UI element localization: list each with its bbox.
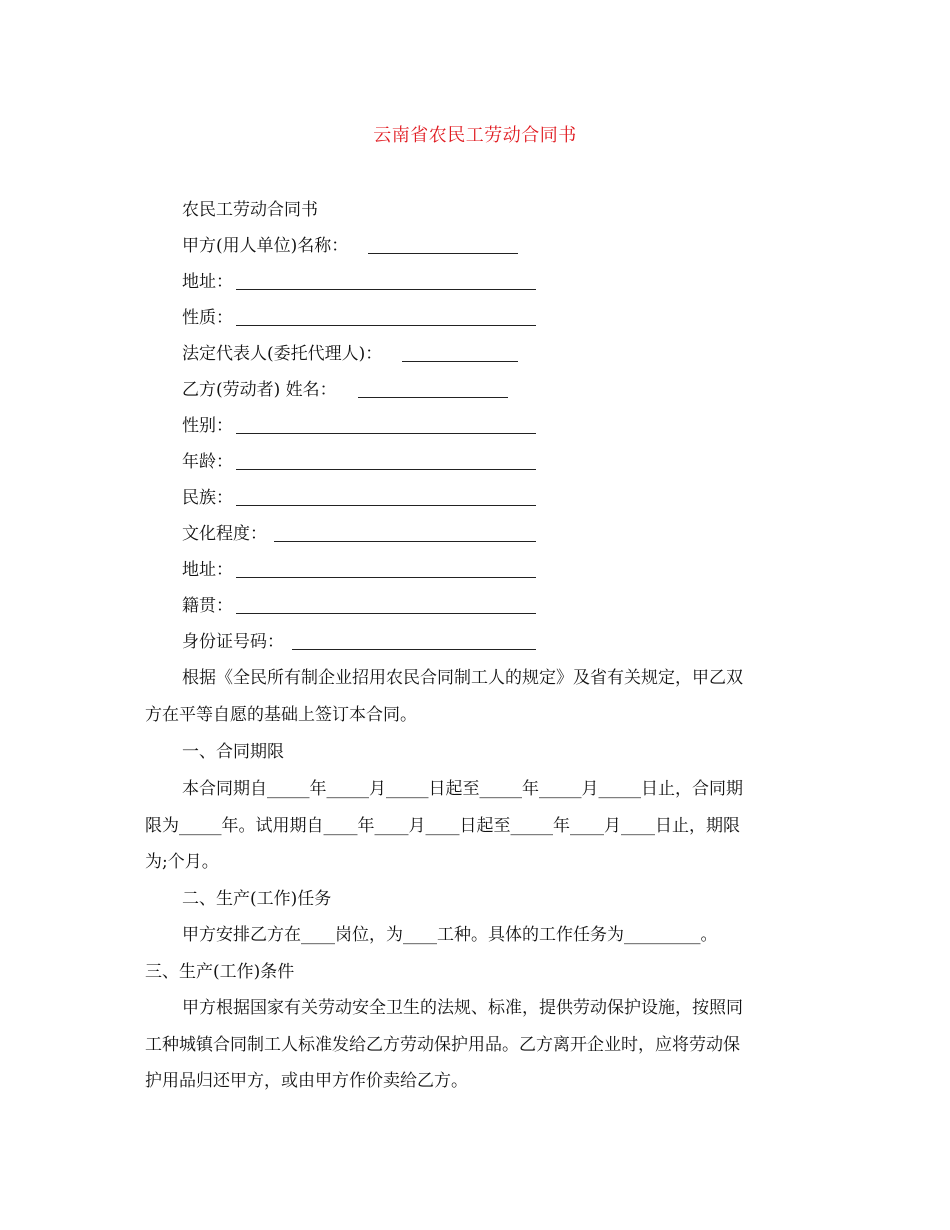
field-worker-address-blank	[236, 577, 536, 578]
field-gender-label: 性别：	[182, 416, 233, 436]
field-employer-address-label: 地址：	[182, 272, 233, 292]
field-education-label: 文化程度：	[182, 524, 267, 544]
field-employer-name-label: 甲方(用人单位)名称：	[182, 236, 349, 256]
section3-paragraph-line: 护用品归还甲方，或由甲方作价卖给乙方。	[145, 1071, 468, 1091]
field-nature-label: 性质：	[182, 308, 233, 328]
field-employer-name-blank	[368, 253, 518, 254]
section-heading: 三、生产(工作)条件	[145, 962, 295, 982]
section1-paragraph-line: 本合同期自_____年_____月_____日起至_____年_____月_____日止，合同期	[182, 779, 743, 799]
intro-paragraph-line: 方在平等自愿的基础上签订本合同。	[145, 705, 417, 725]
field-age-blank	[236, 469, 536, 470]
field-id-number-label: 身份证号码：	[182, 632, 284, 652]
field-education-blank	[274, 541, 536, 542]
section1-paragraph-line: 为;个月。	[145, 852, 219, 872]
intro-paragraph-line: 根据《全民所有制企业招用农民合同制工人的规定》及省有关规定，甲乙双	[182, 668, 743, 688]
field-worker-name-blank	[358, 397, 508, 398]
section3-paragraph-line: 工种城镇合同制工人标准发给乙方劳动保护用品。乙方离开企业时，应将劳动保	[145, 1035, 740, 1055]
field-ethnicity-label: 民族：	[182, 488, 233, 508]
field-worker-address-label: 地址：	[182, 560, 233, 580]
field-legal-rep-blank	[402, 361, 518, 362]
field-native-place-blank	[236, 613, 536, 614]
field-native-place-label: 籍贯：	[182, 596, 233, 616]
section1-paragraph-line: 限为_____年。试用期自____年____月____日起至_____年____月____日止，期限	[145, 816, 740, 836]
section-heading: 一、合同期限	[182, 742, 284, 762]
field-nature-blank	[236, 325, 536, 326]
field-employer-address-blank	[236, 289, 536, 290]
section2-paragraph-line: 甲方安排乙方在____岗位，为____工种。具体的工作任务为_________。	[182, 925, 718, 945]
document-title: 云南省农民工劳动合同书	[373, 125, 577, 146]
field-age-label: 年龄：	[182, 452, 233, 472]
section3-paragraph-line: 甲方根据国家有关劳动安全卫生的法规、标准，提供劳动保护设施，按照同	[182, 998, 743, 1018]
document-subtitle: 农民工劳动合同书	[182, 200, 318, 220]
field-worker-name-label: 乙方(劳动者) 姓名：	[182, 380, 337, 400]
section-heading: 二、生产(工作)任务	[182, 889, 332, 909]
field-id-number-blank	[292, 649, 536, 650]
field-gender-blank	[236, 433, 536, 434]
field-ethnicity-blank	[236, 505, 536, 506]
field-legal-rep-label: 法定代表人(委托代理人)：	[182, 344, 383, 364]
